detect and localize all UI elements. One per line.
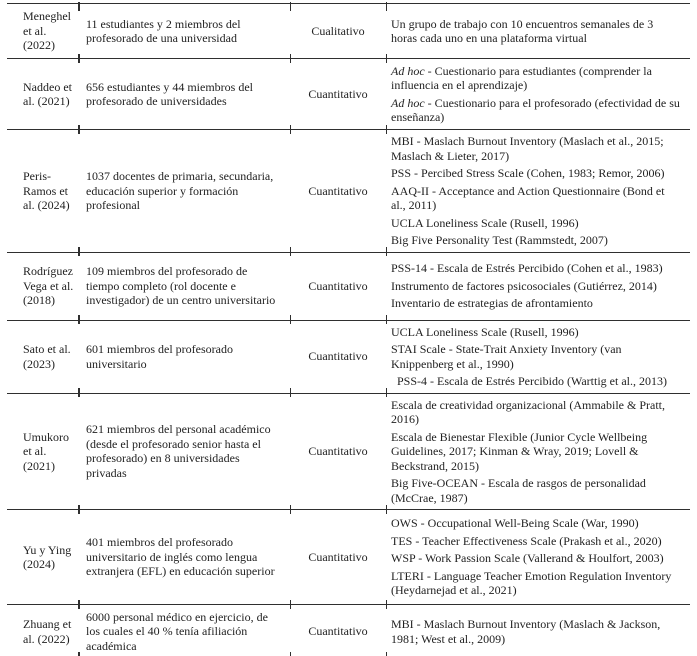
column-border-tick xyxy=(386,315,388,324)
instrument-item xyxy=(391,296,682,311)
instrument-item xyxy=(391,569,682,598)
author-text: Sato et al. (2023) xyxy=(23,342,71,371)
instruments-cell xyxy=(386,4,690,58)
column-border-tick xyxy=(386,652,388,656)
method-text: Cuantitativo xyxy=(308,349,368,364)
author-text: Zhuang et al. (2022) xyxy=(23,617,72,646)
instrument-text: AAQ-II - Acceptance and Action Questionnaire (Bond et al., 2011) xyxy=(391,183,665,212)
instrument-text: Un grupo de trabajo con 10 encuentros semanales de 3 horas cada uno en una plataforma virtual xyxy=(391,16,654,45)
instruments-cell xyxy=(386,130,690,252)
column-border-tick xyxy=(386,125,388,134)
instrument-text: OWS - Occupational Well-Being Scale (War, 1990) xyxy=(391,516,639,531)
table-row xyxy=(7,129,690,252)
sample-cell xyxy=(79,394,290,510)
instrument-item xyxy=(391,134,682,163)
instrument-item xyxy=(391,184,682,213)
instrument-item xyxy=(391,534,682,549)
instrument-text: PSS-4 - Escala de Estrés Percibido (Warttig et al., 2013) xyxy=(397,374,667,388)
sample-text: 656 estudiantes y 44 miembros del profesorado de universidades xyxy=(86,79,253,108)
method-cell xyxy=(290,510,386,604)
method-cell xyxy=(290,130,386,252)
instrument-text: PSS - Percibed Stress Scale (Cohen, 1983; Remor, 2006) xyxy=(391,166,665,180)
author-cell xyxy=(7,321,79,393)
instrument-item xyxy=(391,96,682,125)
column-border-tick xyxy=(78,315,80,324)
sample-cell xyxy=(79,130,290,252)
method-text: Cualitativo xyxy=(311,23,365,38)
instrument-text: UCLA Loneliness Scale (Rusell, 1996) xyxy=(391,324,579,339)
method-text: Cuantitativo xyxy=(308,549,368,564)
instrument-item xyxy=(391,374,682,389)
author-text: Peris-Ramos et al. (2024) xyxy=(23,169,70,212)
column-border-tick xyxy=(290,600,292,609)
sample-cell xyxy=(79,59,290,129)
method-text: Cuantitativo xyxy=(308,183,368,198)
column-border-tick xyxy=(386,388,388,397)
author-cell xyxy=(7,510,79,604)
instrument-item xyxy=(391,279,682,294)
instrument-text: LTERI - Language Teacher Emotion Regulation Inventory (Heydarnejad et al., 2021) xyxy=(391,568,672,598)
sample-cell xyxy=(79,605,290,656)
instrument-text: TES - Teacher Effectiveness Scale (Prakash et al., 2020) xyxy=(391,533,662,548)
column-border-tick xyxy=(386,247,388,256)
instrument-item xyxy=(391,166,682,181)
instrument-text: WSP - Work Passion Scale (Vallerand & Houlfort, 2003) xyxy=(391,551,664,566)
instruments-cell xyxy=(386,394,690,510)
instruments-cell xyxy=(386,605,690,656)
column-border-tick xyxy=(78,125,80,134)
method-text: Cuantitativo xyxy=(308,444,368,458)
instruments-cell xyxy=(386,510,690,604)
column-border-tick xyxy=(290,388,292,397)
instrument-italic-prefix: Ad hoc xyxy=(391,95,425,110)
instrument-item xyxy=(391,476,682,505)
instrument-item xyxy=(391,325,682,340)
table-row xyxy=(7,604,690,656)
column-border-tick xyxy=(290,125,292,134)
author-cell xyxy=(7,59,79,129)
method-cell xyxy=(290,253,386,320)
method-cell xyxy=(290,4,386,58)
author-text: Naddeo et al. (2021) xyxy=(23,79,72,108)
sample-cell xyxy=(79,4,290,58)
sample-text: 11 estudiantes y 2 miembros del profesorado de una universidad xyxy=(86,16,241,45)
instrument-text: Big Five-OCEAN - Escala de rasgos de personalidad (McCrae, 1987) xyxy=(391,476,646,505)
column-border-tick xyxy=(386,54,388,63)
method-cell xyxy=(290,394,386,510)
instrument-item xyxy=(391,398,682,427)
sample-text: 6000 personal médico en ejercicio, de los cuales el 40 % tenía afiliación académica xyxy=(86,609,268,653)
instrument-text: - Cuestionario para el profesorado (efectividad de su enseñanza) xyxy=(391,95,680,124)
column-border-tick xyxy=(386,505,388,514)
instrument-text: UCLA Loneliness Scale (Rusell, 1996) xyxy=(391,215,579,230)
sample-cell xyxy=(79,253,290,320)
column-border-tick xyxy=(386,600,388,609)
column-border-tick xyxy=(290,247,292,256)
table-row xyxy=(7,393,690,510)
method-cell xyxy=(290,59,386,129)
column-border-tick xyxy=(290,315,292,324)
instrument-text: PSS-14 - Escala de Estrés Percibido (Cohen et al., 1983) xyxy=(391,261,663,276)
author-text: Yu y Ying (2024) xyxy=(23,542,72,571)
instrument-text: - Cuestionario para estudiantes (comprender la influencia en el aprendizaje) xyxy=(391,63,652,92)
instrument-item xyxy=(391,17,682,46)
method-cell xyxy=(290,321,386,393)
sample-text: 109 miembros del profesorado de tiempo completo (rol docente e investigador) de un centro universitario xyxy=(86,264,276,308)
sample-text: 621 miembros del personal académico (desde el profesorado senior hasta el profesorado) en 8 universidades privadas xyxy=(86,422,271,480)
instrument-text: Escala de creatividad organizacional (Ammabile & Pratt, 2016) xyxy=(391,397,666,426)
column-border-tick xyxy=(290,652,292,656)
instrument-item xyxy=(391,64,682,93)
column-border-tick xyxy=(78,247,80,256)
column-border-tick xyxy=(78,388,80,397)
instrument-text: Instrumento de factores psicosociales (Gutiérrez, 2014) xyxy=(391,278,657,293)
instrument-text: Escala de Bienestar Flexible (Junior Cycle Wellbeing Guidelines, 2017; Kinman & Wray, 2019; Lovell & Beckstrand, 2015) xyxy=(391,429,648,473)
column-border-tick xyxy=(78,2,80,11)
sample-cell xyxy=(79,510,290,604)
column-border-tick xyxy=(290,2,292,11)
author-cell xyxy=(7,394,79,510)
method-cell xyxy=(290,605,386,656)
instrument-text: Big Five Personality Test (Rammstedt, 2007) xyxy=(391,233,608,247)
instruments-cell xyxy=(386,253,690,320)
table-row xyxy=(7,509,690,604)
column-border-tick xyxy=(290,54,292,63)
sample-text: 601 miembros del profesorado universitario xyxy=(86,342,233,371)
instruments-cell xyxy=(386,321,690,393)
instrument-item xyxy=(391,430,682,474)
instrument-text: MBI - Maslach Burnout Inventory (Maslach et al., 2015; Maslach & Lieter, 2017) xyxy=(391,134,664,163)
author-cell xyxy=(7,4,79,58)
method-text: Cuantitativo xyxy=(308,86,368,101)
instruments-cell xyxy=(386,59,690,129)
instrument-text: Inventario de estrategias de afrontamiento xyxy=(391,296,593,311)
method-text: Cuantitativo xyxy=(308,624,368,639)
instrument-item xyxy=(391,617,682,646)
instrument-italic-prefix: Ad hoc xyxy=(391,63,425,78)
instrument-text: STAI Scale - State-Trait Anxiety Inventory (van Knippenberg et al., 1990) xyxy=(391,342,622,371)
author-text: Meneghel et al. (2022) xyxy=(23,9,71,53)
table-row xyxy=(7,252,690,320)
instrument-item xyxy=(391,551,682,566)
column-border-tick xyxy=(290,505,292,514)
author-text: Umukoro et al. (2021) xyxy=(23,429,69,473)
sample-text: 401 miembros del profesorado universitario de inglés como lengua extranjera (EFL) en educación superior xyxy=(86,535,275,579)
instrument-item xyxy=(391,233,682,248)
table-row xyxy=(7,320,690,393)
author-cell xyxy=(7,253,79,320)
instrument-text: MBI - Maslach Burnout Inventory (Maslach & Jackson, 1981; West et al., 2009) xyxy=(391,617,661,646)
column-border-tick xyxy=(78,54,80,63)
column-border-tick xyxy=(78,652,80,656)
column-border-tick xyxy=(386,2,388,11)
column-border-tick xyxy=(78,505,80,514)
column-border-tick xyxy=(78,600,80,609)
sample-text: 1037 docentes de primaria, secundaria, educación superior y formación profesional xyxy=(86,169,274,212)
instrument-item xyxy=(391,516,682,531)
table-row xyxy=(7,4,690,58)
author-cell xyxy=(7,130,79,252)
sample-cell xyxy=(79,321,290,393)
instrument-item xyxy=(391,261,682,276)
method-text: Cuantitativo xyxy=(308,278,368,293)
instrument-item xyxy=(391,342,682,371)
instrument-item xyxy=(391,216,682,231)
author-text: Rodríguez Vega et al. (2018) xyxy=(23,264,74,308)
table-row xyxy=(7,58,690,129)
studies-table xyxy=(7,3,690,656)
author-cell xyxy=(7,605,79,656)
